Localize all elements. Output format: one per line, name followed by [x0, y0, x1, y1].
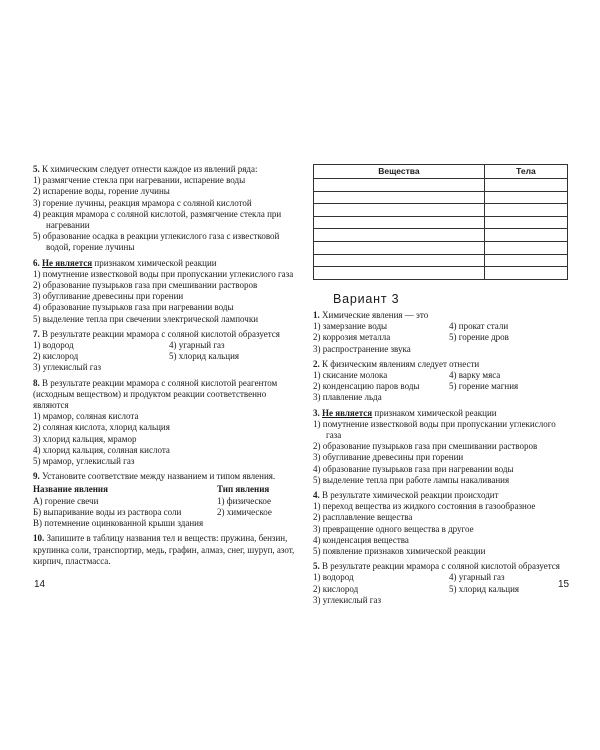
- table-header-bodies: Тела: [484, 165, 567, 179]
- answer-options-grid: [313, 572, 571, 606]
- answer-option: 3) превращение одного вещества в другое: [313, 523, 474, 534]
- question-number: 2.: [313, 358, 320, 369]
- answer-options-grid: [313, 321, 571, 355]
- answer-option: 2) образование пузырьков газа при смешивании растворов: [33, 280, 258, 291]
- answer-option: 1) размягчение стекла при нагревании, испарение воды: [33, 175, 246, 186]
- table-cell[interactable]: [484, 179, 567, 192]
- answer-option: 3) хлорид кальция, мрамор: [33, 433, 137, 444]
- table-cell[interactable]: [484, 191, 567, 204]
- answer-option: [169, 362, 295, 373]
- question-text: В результате реакции мрамора с соляной кислотой образуется: [42, 328, 280, 339]
- table-row: [314, 254, 568, 267]
- table-cell[interactable]: [484, 267, 567, 280]
- question-number: 10.: [33, 533, 45, 544]
- matching-type: 2) химическое: [217, 506, 272, 517]
- question-number: 3.: [313, 407, 320, 418]
- answer-option: 2) испарение воды, горение лучины: [33, 186, 170, 197]
- question-text: В результате химической реакции происходит: [322, 490, 499, 500]
- question-1-right: [313, 310, 571, 355]
- table-cell[interactable]: [314, 216, 485, 229]
- table-cell[interactable]: [314, 229, 485, 242]
- answer-option: 2) расплавление вещества: [313, 512, 413, 523]
- matching-header-name: Название явления: [33, 484, 108, 495]
- answer-option: 3) плавление льда: [313, 392, 382, 403]
- answer-option: 1) водород: [33, 340, 74, 351]
- question-number: 5.: [33, 164, 40, 174]
- table-header-substances: Вещества: [314, 165, 485, 179]
- matching-table: [33, 484, 295, 529]
- answer-options-grid: [33, 340, 295, 374]
- question-text: Запишите в таблицу названия тел и веществ: пружина, бензин, крупинка соли, транспортир, медь, графин, алмаз, снег, шуруп, азот, кирпич, пластмасса.: [33, 533, 295, 566]
- matching-type: 1) физическое: [217, 495, 272, 506]
- matching-item: Б) выпаривание воды из раствора соли: [33, 506, 182, 517]
- answer-option: [449, 595, 571, 606]
- answer-option: 1) мрамор, соляная кислота: [33, 411, 139, 422]
- page-number-left: 14: [34, 579, 46, 590]
- question-text: В результате реакции мрамора с соляной кислотой реагентом (исходным веществом) и продуктом реакции соответственно являются: [33, 377, 278, 411]
- question-text: В результате реакции мрамора с соляной кислотой образуется: [322, 561, 560, 572]
- question-text: признаком химической реакции: [374, 407, 497, 418]
- answer-option: 5) появление признаков химической реакции: [313, 546, 486, 557]
- answer-option: 4) образование пузырьков газа при нагревании воды: [313, 463, 514, 474]
- table-row: [314, 241, 568, 254]
- table-row: [314, 216, 568, 229]
- answer-option: 3) горение лучины, реакция мрамора с соляной кислотой: [33, 197, 252, 208]
- question-7-left: [33, 329, 295, 374]
- answer-option: 4) прокат стали: [449, 321, 509, 332]
- matching-header-type: Тип явления: [217, 484, 270, 495]
- question-8-left: [33, 378, 295, 468]
- substances-bodies-table: [313, 164, 568, 280]
- table-cell[interactable]: [314, 267, 485, 280]
- answer-options-grid: [313, 370, 571, 404]
- question-5-right: [313, 561, 571, 606]
- table-cell[interactable]: [484, 216, 567, 229]
- table-row: [314, 179, 568, 192]
- answer-option: [449, 344, 571, 355]
- question-2-right: [313, 359, 571, 404]
- table-row: [314, 267, 568, 280]
- answer-option: 4) угарный газ: [169, 340, 225, 351]
- table-cell[interactable]: [484, 204, 567, 217]
- answer-option: 5) хлорид кальция: [449, 583, 520, 594]
- table-cell[interactable]: [484, 241, 567, 254]
- question-5-left: [33, 164, 295, 254]
- question-10-left: [33, 533, 295, 567]
- table-cell[interactable]: [314, 204, 485, 217]
- answer-option: 2) образование пузырьков газа при смешивании растворов: [313, 441, 538, 452]
- table-cell[interactable]: [314, 191, 485, 204]
- answer-option: 4) угарный газ: [449, 572, 505, 583]
- table-row: [314, 191, 568, 204]
- answer-option: 3) углекислый газ: [313, 594, 381, 605]
- page-number-right: 15: [558, 579, 570, 590]
- answer-option: 1) помутнение известковой воды при пропускании углекислого газа: [33, 268, 294, 279]
- answer-option: 5) хлорид кальция: [169, 351, 240, 362]
- matching-item: А) горение свечи: [33, 495, 99, 506]
- answer-option: 5) выделение тепла при работе лампы накаливания: [313, 474, 510, 485]
- answer-option: 2) кислород: [33, 351, 79, 362]
- question-text: К химическим следует отнести каждое из явлений ряда:: [42, 164, 258, 174]
- matching-item: В) потемнение оцинкованной крыши здания: [33, 518, 204, 529]
- left-page-column: [33, 164, 295, 571]
- table-cell[interactable]: [314, 254, 485, 267]
- question-9-left: [33, 471, 295, 529]
- answer-option: 4) хлорид кальция, соляная кислота: [33, 444, 170, 455]
- question-text: Установите соответствие между названием и типом явления.: [42, 471, 276, 482]
- question-number: 4.: [313, 490, 320, 500]
- question-number: 7.: [33, 328, 40, 339]
- right-page-column: [313, 164, 571, 610]
- variant-heading: Вариант 3: [333, 291, 400, 306]
- question-3-right: [313, 408, 571, 486]
- answer-option: 4) конденсация вещества: [313, 534, 409, 545]
- matching-type: [217, 518, 295, 529]
- answer-option: 4) реакция мрамора с соляной кислотой, размягчение стекла при нагревании: [33, 208, 282, 231]
- negation-emphasis: Не является: [42, 257, 93, 268]
- answer-option: 5) горение магния: [449, 381, 519, 392]
- answer-option: 1) помутнение известковой воды при пропускании углекислого газа: [313, 418, 556, 440]
- question-6-left: [33, 258, 295, 325]
- answer-option: 2) конденсацию паров воды: [313, 381, 420, 392]
- table-cell[interactable]: [314, 241, 485, 254]
- answer-option: [449, 392, 571, 403]
- question-text: К физическим явлениям следует отнести: [322, 358, 480, 369]
- answer-option: 3) распространение звука: [313, 343, 411, 354]
- question-number: 9.: [33, 471, 40, 482]
- negation-emphasis: Не является: [322, 407, 373, 418]
- answer-option: 2) коррозия металла: [313, 332, 391, 343]
- question-4-right: [313, 490, 571, 557]
- table-row: [314, 204, 568, 217]
- answer-option: 2) соляная кислота, хлорид кальция: [33, 422, 170, 433]
- answer-option: 3) обугливание древесины при горении: [33, 291, 184, 302]
- answer-option: 3) обугливание древесины при горении: [313, 452, 464, 463]
- question-text: признаком химической реакции: [94, 257, 217, 268]
- table-cell[interactable]: [484, 254, 567, 267]
- answer-option: 4) образование пузырьков газа при нагревании воды: [33, 302, 234, 313]
- table-cell[interactable]: [484, 229, 567, 242]
- answer-option: 5) образование осадка в реакции углекислого газа с известковой водой, горение лучины: [33, 231, 280, 253]
- question-text: Химические явления — это: [322, 309, 429, 320]
- answer-option: 1) замерзание воды: [313, 321, 388, 332]
- question-number: 5.: [313, 561, 320, 572]
- answer-option: 5) горение дров: [449, 332, 509, 343]
- answer-option: 5) выделение тепла при свечении электрической лампочки: [33, 313, 259, 324]
- question-number: 1.: [313, 309, 320, 320]
- question-number: 6.: [33, 257, 40, 268]
- answer-option: 1) скисание молока: [313, 369, 388, 380]
- answer-option: 4) варку мяса: [449, 369, 501, 380]
- question-number: 8.: [33, 377, 40, 388]
- table-cell[interactable]: [314, 179, 485, 192]
- answer-option: 2) кислород: [313, 583, 359, 594]
- answer-option: 1) переход вещества из жидкого состояния в газообразное: [313, 501, 536, 512]
- answer-option: 1) водород: [313, 572, 354, 583]
- answer-option: 3) углекислый газ: [33, 362, 101, 373]
- answer-option: 5) мрамор, углекислый газ: [33, 456, 135, 467]
- table-row: [314, 229, 568, 242]
